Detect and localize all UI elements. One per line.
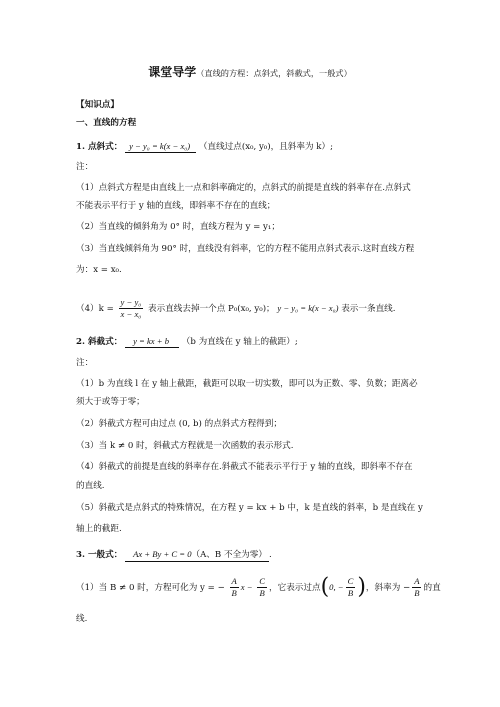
- point-slope-trail: （直线过点(x₀, y₀)，且斜率为 k）;: [198, 142, 334, 152]
- title-main: 课堂导学: [148, 66, 197, 79]
- fraction-numerator: C: [259, 576, 265, 586]
- general-form-period: .: [268, 550, 272, 560]
- slope-intercept-formula: y = kx + b: [125, 335, 179, 348]
- point-coordinate-prefix: 0, −: [329, 582, 344, 592]
- general-note-1-part-a: （1）当 B ≠ 0 时，方程可化为 y = −: [76, 583, 225, 593]
- fraction-slope-a-over-b: [412, 576, 421, 599]
- point-slope-note-1b: 不能表示平行于 y 轴的直线，即斜率不存在的直线；: [76, 201, 276, 211]
- left-parenthesis: (: [320, 574, 330, 600]
- title-subtitle: （直线的方程：点斜式，斜截式，一般式）: [196, 68, 352, 78]
- slope-intercept-trail: （b 为直线在 y 轴上的截距）;: [181, 337, 298, 347]
- general-form-formula: Ax + By + C = 0: [133, 549, 192, 559]
- fraction-denominator: B: [414, 588, 420, 598]
- fraction-numerator: C: [347, 576, 354, 586]
- slope-intercept-note-3: （3）当 k ≠ 0 时，斜截式方程就是一次函数的表示形式.: [76, 441, 294, 451]
- note-label: 注：: [76, 162, 94, 172]
- slope-intercept-note-1a: （1）b 为直线 l 在 y 轴上截距，截距可以取一切实数，即可以为正数、零、负数；距离必: [76, 379, 418, 389]
- right-parenthesis: ): [357, 574, 366, 600]
- slope-intercept-note-4b: 的直线.: [76, 481, 105, 491]
- point-slope-note-1a: （1）点斜式方程是由直线上一点和斜率确定的，点斜式的前提是直线的斜率存在.点斜式: [76, 183, 411, 193]
- general-form-answer: [125, 548, 269, 562]
- section-heading-line-equation: 一、直线的方程: [76, 118, 137, 128]
- fraction-denominator: B: [259, 588, 265, 598]
- general-form-line: [76, 548, 448, 562]
- note-4-equation: y − y₀ = k(x − x₀): [277, 303, 339, 313]
- note-4-suffix: 表示一条直线.: [341, 304, 396, 314]
- point-slope-formula: y − y₀ = k(x − x₀): [125, 140, 196, 153]
- point-slope-note-4: [76, 296, 448, 324]
- general-note-1-part-d: ，斜率为 −: [365, 583, 411, 593]
- point-slope-heading: 1. 点斜式：: [76, 142, 123, 152]
- fraction-a-over-b: [230, 576, 239, 599]
- slope-intercept-line: [76, 335, 448, 348]
- fraction-c-over-b: [257, 576, 267, 599]
- slope-intercept-heading: 2. 斜截式：: [76, 337, 123, 347]
- fraction-point-c-over-b: [346, 576, 356, 599]
- point-slope-note-3b: 为：x = x₀.: [76, 265, 122, 275]
- general-note-1-part-c: ，它表示过点: [269, 583, 321, 593]
- fraction-numerator: A: [414, 576, 420, 586]
- note-4-fraction-numerator: y − y₀: [120, 297, 142, 307]
- note-label-2: 注：: [76, 358, 94, 368]
- general-note-1-part-b: x −: [240, 582, 253, 592]
- point-slope-note-2: （2）当直线的倾斜角为 0° 时，直线方程为 y = y₁；: [76, 222, 280, 232]
- general-form-condition: （A、B 不全为零）: [191, 550, 267, 560]
- slope-intercept-note-5b: 轴上的截距.: [76, 524, 122, 534]
- slope-intercept-note-1b: 须大于或等于零；: [76, 397, 145, 407]
- note-4-fraction-denominator: x − x₀: [120, 309, 142, 319]
- general-note-1-part-e: 的直: [423, 583, 441, 593]
- general-note-1-tail: 线.: [76, 614, 88, 624]
- point-slope-line: [76, 140, 448, 153]
- general-note-1: [76, 574, 448, 608]
- knowledge-heading: 【知识点】: [76, 100, 119, 110]
- point-slope-note-3a: （3）当直线倾斜角为 90° 时，直线没有斜率，它的方程不能用点斜式表示.这时直线方程: [76, 244, 415, 254]
- fraction-denominator: B: [347, 588, 354, 598]
- page-title: [0, 66, 500, 80]
- note-4-prefix: （4）k =: [76, 304, 114, 314]
- slope-intercept-note-5a: （5）斜截式是点斜式的特殊情况，在方程 y = kx + b 中，k 是直线的斜率，b 是直线在 y: [76, 503, 423, 513]
- slope-intercept-note-4a: （4）斜截式的前提是直线的斜率存在.斜截式不能表示平行于 y 轴的直线，即斜率不存在: [76, 462, 413, 472]
- note-4-middle: 表示直线去掉一个点 P₀(x₀, y₀)；: [147, 304, 275, 314]
- note-4-fraction: [119, 297, 144, 320]
- slope-intercept-note-2: （2）斜截式方程可由过点 (0, b) 的点斜式方程得到；: [76, 419, 282, 429]
- fraction-numerator: A: [231, 576, 237, 586]
- general-form-heading: 3. 一般式：: [76, 550, 123, 560]
- fraction-denominator: B: [231, 588, 237, 598]
